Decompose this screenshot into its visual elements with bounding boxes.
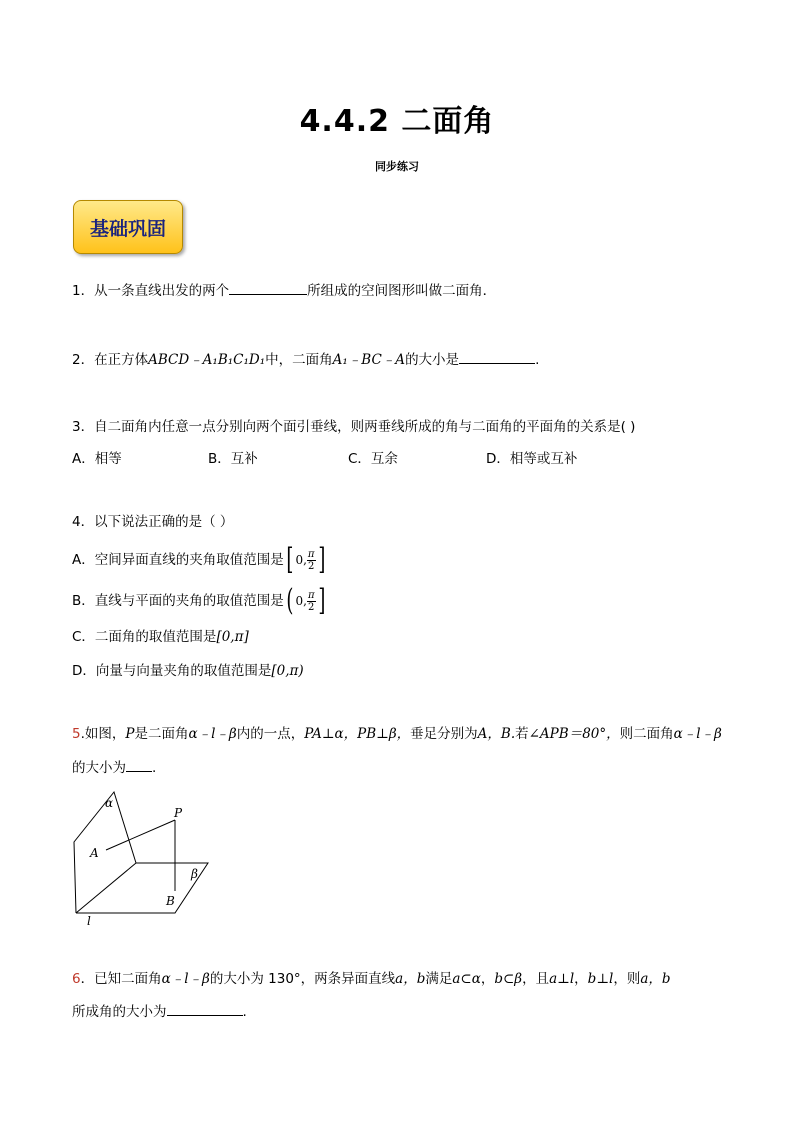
label-beta: β xyxy=(191,867,198,881)
question-text: . xyxy=(242,1004,247,1020)
question-number: 4． xyxy=(72,514,95,530)
option-text: D．向量与向量夹角的取值范围是 xyxy=(72,663,272,679)
label-p: P xyxy=(174,806,183,820)
option-b[interactable] xyxy=(72,583,327,619)
question-text: 中，二面角 xyxy=(265,352,333,368)
question-text: . xyxy=(535,352,540,368)
question-text: 的大小是 xyxy=(405,352,460,368)
math-symbol: A，B. xyxy=(477,726,516,742)
question-2 xyxy=(72,349,539,370)
cube-name: ABCD﹣A₁B₁C₁D₁ xyxy=(148,352,266,368)
interval-zero: 0, xyxy=(295,553,307,567)
interval xyxy=(284,583,327,619)
section-badge: 基础巩固 xyxy=(73,200,183,254)
answer-blank[interactable] xyxy=(126,757,152,772)
math-expression: b⊂β xyxy=(494,971,523,987)
question-number: 2． xyxy=(72,352,95,368)
option-text: A．空间异面直线的夹角取值范围是 xyxy=(72,552,284,568)
question-number: 3． xyxy=(72,419,95,435)
label-a: A xyxy=(90,846,99,860)
math-expression: PA⊥α，PB⊥β， xyxy=(304,726,411,742)
question-5 xyxy=(72,724,722,744)
question-number: 6 xyxy=(72,971,81,987)
question-text: 若 xyxy=(515,726,529,742)
label-b: B xyxy=(166,894,175,908)
question-text: 所组成的空间图形叫做二面角． xyxy=(307,283,497,299)
question-3 xyxy=(72,417,635,437)
question-text: 自二面角内任意一点分别向两个面引垂线，则两垂线所成的角与二面角的平面角的关系是( ) xyxy=(94,419,636,435)
option-c[interactable] xyxy=(72,627,249,647)
question-text: ， xyxy=(574,971,588,987)
question-text: 内的一点， xyxy=(236,726,305,742)
math-symbol: a，b xyxy=(640,971,671,987)
plane-beta-edge xyxy=(76,863,208,913)
question-text: . xyxy=(152,760,157,776)
dihedral-notation: α﹣l﹣β xyxy=(673,726,722,742)
option-b[interactable]: B．互补 xyxy=(208,451,258,467)
dihedral-figure xyxy=(60,785,220,930)
denominator: 2 xyxy=(308,601,315,613)
question-4 xyxy=(72,512,233,532)
page-title: 4.4.2 二面角 xyxy=(299,104,495,139)
question-text: 垂足分别为 xyxy=(410,726,478,742)
segment-pa xyxy=(106,820,175,850)
question-5-line-2 xyxy=(72,757,156,778)
pi-over-two xyxy=(307,590,316,613)
question-6-line-2 xyxy=(72,1001,247,1022)
option-d[interactable] xyxy=(72,661,304,681)
pi-over-two xyxy=(307,549,316,572)
math-expression: a⊥l xyxy=(549,971,575,987)
left-paren: ( xyxy=(286,583,294,618)
question-text: .如图， xyxy=(80,726,126,742)
denominator: 2 xyxy=(308,560,315,572)
question-text: ，则 xyxy=(613,971,641,987)
question-text: 则二面角 xyxy=(619,726,674,742)
question-6 xyxy=(72,969,671,989)
page-subtitle: 同步练习 xyxy=(375,160,419,173)
interval-text: [0,π] xyxy=(216,629,249,645)
question-text: 是二面角 xyxy=(134,726,189,742)
label-alpha: α xyxy=(105,796,114,810)
option-c[interactable]: C．互余 xyxy=(348,451,398,467)
question-text: 以下说法正确的是（ ） xyxy=(94,514,234,530)
question-number: 1． xyxy=(72,283,95,299)
interval-text: [0,π) xyxy=(271,663,304,679)
question-1 xyxy=(72,280,496,301)
question-text: 满足 xyxy=(425,971,453,987)
math-symbol: a，b xyxy=(395,971,426,987)
question-text: 所成角的大小为 xyxy=(72,1004,167,1020)
question-text: ，且 xyxy=(522,971,550,987)
interval xyxy=(284,542,327,578)
interval-zero: 0, xyxy=(295,594,307,608)
question-text: ， xyxy=(480,971,495,987)
dihedral-notation: α﹣l﹣β xyxy=(161,971,210,987)
right-bracket: ] xyxy=(317,542,325,577)
option-text: B．直线与平面的夹角的取值范围是 xyxy=(72,593,284,609)
label-l: l xyxy=(87,914,91,928)
numerator: π xyxy=(307,589,315,601)
math-expression: ∠APB＝80°， xyxy=(528,726,620,742)
question-text: 的大小为 xyxy=(72,760,126,776)
math-expression: b⊥l xyxy=(587,971,614,987)
right-bracket: ] xyxy=(317,583,325,618)
question-text: 在正方体 xyxy=(94,352,149,368)
question-number: 5 xyxy=(72,726,81,742)
question-text: 从一条直线出发的两个 xyxy=(94,283,230,299)
edge-line-l xyxy=(76,863,136,913)
option-a[interactable] xyxy=(72,542,327,578)
left-bracket: [ xyxy=(286,542,294,577)
question-text: 的大小为 130°，两条异面直线 xyxy=(209,971,396,987)
option-text: C．二面角的取值范围是 xyxy=(72,629,217,645)
answer-blank[interactable] xyxy=(167,1001,243,1016)
math-expression: a⊂α xyxy=(452,971,481,987)
option-a[interactable]: A．相等 xyxy=(72,451,122,467)
plane-alpha-edge xyxy=(74,792,136,913)
math-symbol: P xyxy=(125,726,135,742)
question-text: ．已知二面角 xyxy=(80,971,162,987)
option-d[interactable]: D．相等或互补 xyxy=(486,451,578,467)
dihedral-notation: α﹣l﹣β xyxy=(188,726,237,742)
dihedral-angle-name: A₁﹣BC﹣A xyxy=(332,352,406,368)
answer-blank[interactable] xyxy=(229,280,307,295)
numerator: π xyxy=(307,548,315,560)
answer-blank[interactable] xyxy=(459,349,535,364)
